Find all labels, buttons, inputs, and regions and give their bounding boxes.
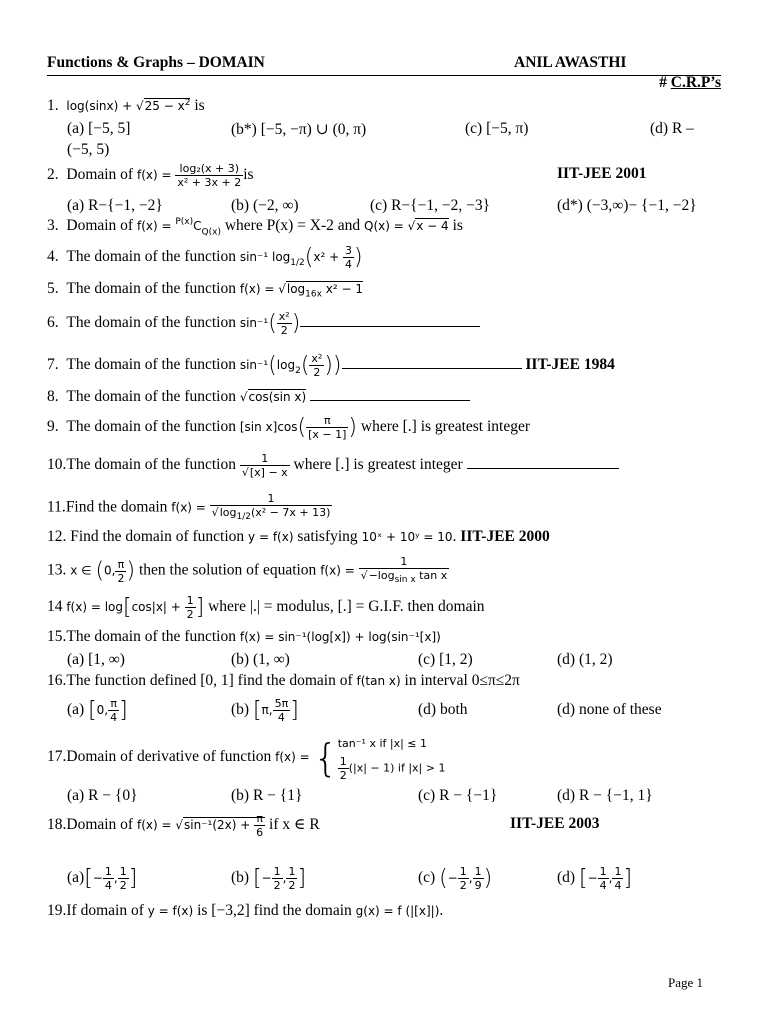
q1-option-a: (a) [−5, 5]	[67, 120, 131, 137]
q18-option-a: (a)[− $\frac{1}{4}$ , $\frac{1}{2}$ ]	[67, 865, 138, 892]
question-6: 6. The domain of the function sin⁻¹( $\frac{\text{x²}}{2}$ )	[47, 310, 480, 337]
question-15: 15.The domain of the function f(x) = sin⁻¹(log[x]) + log(sin⁻¹[x])	[47, 628, 441, 645]
q17-option-c: (c) R − {−1}	[418, 787, 498, 804]
question-4: 4. The domain of the function sin⁻¹ $\log_{1/2}(x^2$ + $\frac{3}{4}$ )	[47, 244, 363, 271]
q1-option-c: (c) [−5, π)	[465, 120, 529, 137]
question-3: 3. Domain of $f(x) = ^{P(x)}C_{Q(x)}$ where P(x) = X-2 and Q(x) = √x − 4 is	[47, 217, 463, 238]
q1-option-d: (d) R –	[650, 120, 694, 137]
header-author: ANIL AWASTHI	[514, 54, 627, 71]
q17-option-d: (d) R − {−1, 1}	[557, 787, 653, 804]
question-12: 12. Find the domain of function y = f(x) satisfying 10ˣ + 10ʸ = 10. IIT-JEE 2000	[47, 528, 550, 545]
q2-option-d: (d*) (−3,∞)− {−1, −2}	[557, 197, 697, 214]
q15-option-a: (a) [1, ∞)	[67, 651, 125, 668]
q7-exam-tag: IIT-JEE 1984	[525, 356, 615, 374]
question-16: 16.The function defined [0, 1] find the domain of f(tan x) in interval 0≤π≤2π	[47, 672, 520, 689]
q15-option-d: (d) (1, 2)	[557, 651, 613, 668]
header-title: Functions & Graphs – DOMAIN	[47, 54, 265, 71]
q16-option-d: (d) none of these	[557, 701, 662, 718]
q17-option-a: (a) R − {0}	[67, 787, 138, 804]
question-5: 5. The domain of the function $f(x) = √\log_{16x}$ x² − 1	[47, 280, 363, 300]
question-9: 9. The domain of the function [sin x]cos( $\frac{\pi}{[x - 1]}$ ) where [.] is greatest integer	[47, 414, 531, 441]
q2-option-c: (c) R−{−1, −2, −3}	[370, 197, 491, 214]
q2-exam-tag: IIT-JEE 2001	[557, 165, 647, 182]
page-number: Page 1	[668, 975, 704, 990]
question-19: 19.If domain of y = f(x) is [−3,2] find the domain g(x) = f (|[x]|).	[47, 902, 444, 919]
q1-option-d-cont: (−5, 5)	[67, 141, 110, 158]
question-10: 10.The domain of the function $\frac{1}{√[x] - x}$ where [.] is greatest integer	[47, 452, 619, 479]
question-11: 11.Find the domain f(x) = $\frac{1}{√\log_{1/2}(x^2 - 7x + 13)}$	[47, 492, 331, 523]
header-rule	[47, 75, 721, 76]
question-7: 7. The domain of the function $\sin^{-1}(\log_2$( $\frac{\text{x²}}{2}$ )) IIT-JEE 1984	[47, 352, 615, 379]
q18-option-b: (b) [− $\frac{1}{2}$ , $\frac{1}{2}$ ]	[231, 865, 307, 892]
q2-option-b: (b) (−2, ∞)	[231, 197, 299, 214]
q16-option-b: (b) [π, $\frac{5\pi}{4}$ ]	[231, 697, 299, 724]
page-header	[47, 54, 721, 76]
q7-answer-blank[interactable]	[342, 356, 522, 369]
header-tag: # C.R.P’s	[659, 74, 721, 91]
q16-option-a: (a) [0, $\frac{\pi}{4}$ ]	[67, 697, 128, 724]
question-17: 17.Domain of derivative of function f(x) = { tan⁻¹ x if |x| ≤ 1 $\frac{1}{2}$ (|x| − 1) if |x| > 1	[47, 735, 446, 782]
q12-exam-tag: IIT-JEE 2000	[460, 528, 550, 545]
q15-option-b: (b) (1, ∞)	[231, 651, 290, 668]
q2-option-a: (a) R−{−1, −2}	[67, 197, 163, 214]
question-1: 1. $\log(\sin x) + √25 - x^2$ is	[47, 97, 205, 114]
q18-option-c: (c) (− $\frac{1}{2}$ , $\frac{1}{9}$ )	[418, 865, 493, 892]
question-14: 14 f(x) = log[cos|x| + $\frac{1}{2}$ ] where |.| = modulus, [.] = G.I.F. then domain	[47, 594, 485, 621]
q18-option-d: (d) [− $\frac{1}{4}$ , $\frac{1}{4}$ ]	[557, 865, 633, 892]
question-2: 2. Domain of f(x) = $\frac{\text{log₂(x + 3)}}{\text{x² + 3x + 2}}$ is	[47, 162, 254, 189]
q10-answer-blank[interactable]	[467, 456, 619, 469]
question-13: 13. x ∈ (0, $\frac{\pi}{2}$ ) then the solution of equation f(x) = $\frac{1}{√-\log_{sin x} \tan x}$	[47, 555, 448, 586]
q6-answer-blank[interactable]	[300, 314, 480, 327]
q1-option-b: (b*) [−5, −π) ∪ (0, π)	[231, 121, 367, 138]
q17-option-b: (b) R − {1}	[231, 787, 303, 804]
question-18: 18.Domain of f(x) = √sin⁻¹(2x) + $\frac{\pi}{6}$ if x ∈ R	[47, 812, 320, 839]
q15-option-c: (c) [1, 2)	[418, 651, 473, 668]
q18-exam-tag: IIT-JEE 2003	[510, 815, 600, 832]
q16-option-c: (d) both	[418, 701, 468, 718]
q8-answer-blank[interactable]	[310, 388, 470, 401]
question-8: 8. The domain of the function √cos(sin x)	[47, 388, 470, 406]
